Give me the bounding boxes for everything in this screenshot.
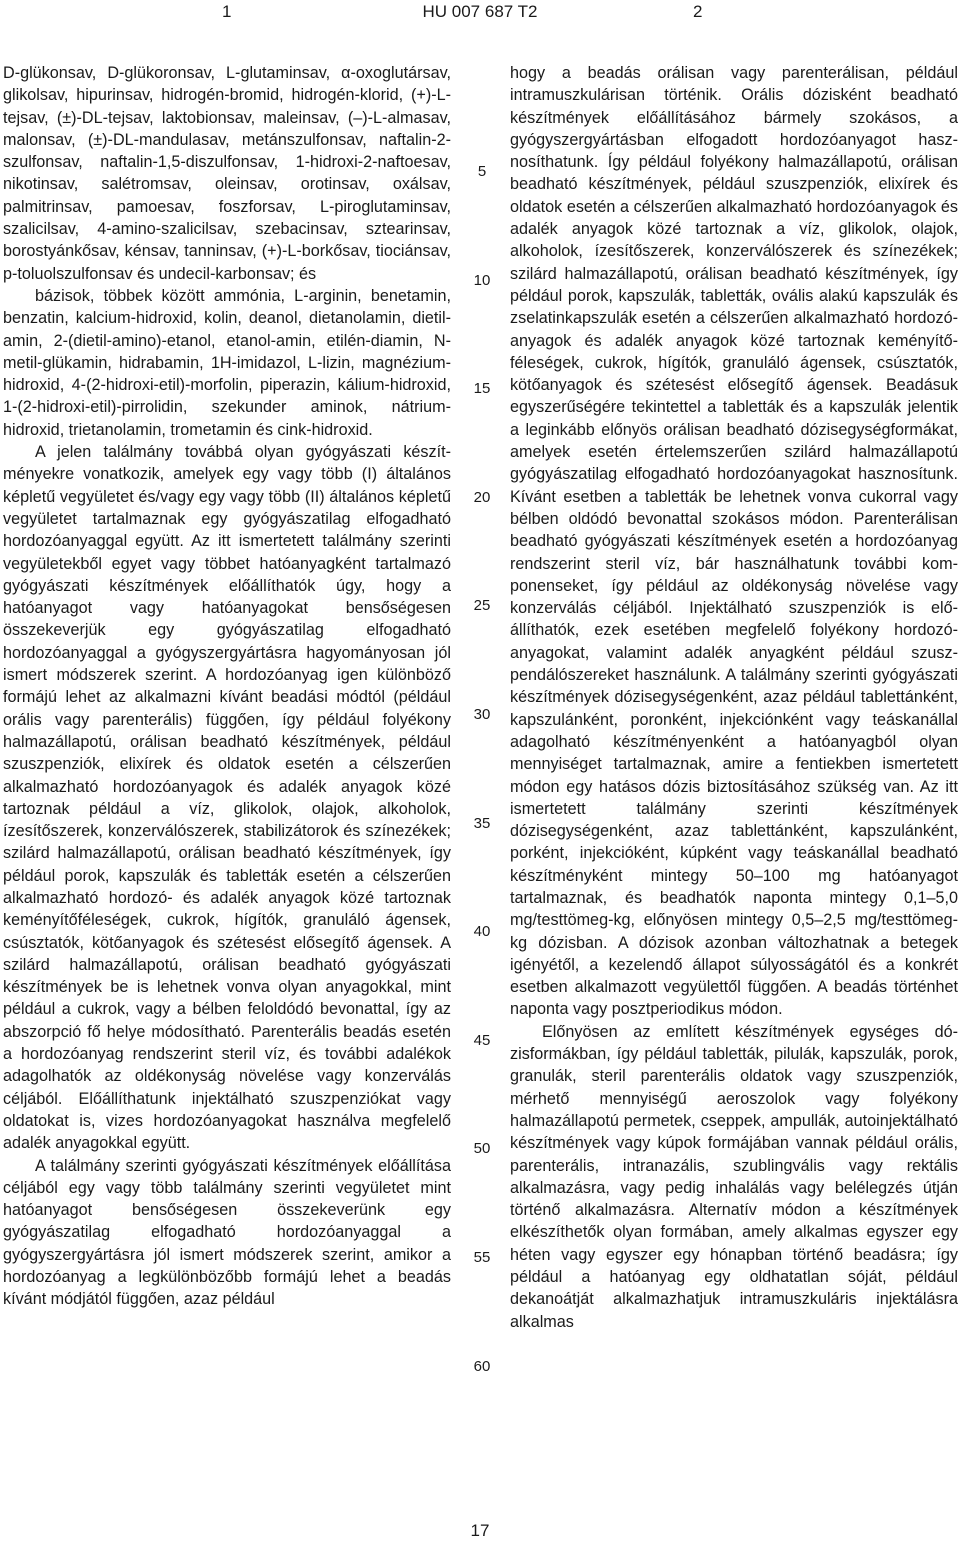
line-number: 60 [473,1357,491,1375]
paragraph: A jelen találmány továbbá olyan gyógyászati készítményekre vonatkozik, amelyek egy vagy több (I) általános képletű vegyületet és/vagy egy vagy több (II) általános képletű vegyületet tartalmaznak egy gyógyászatilag elfogadható hordozóanyaggal együtt. Az itt ismertetett találmány szerinti vegyületekből egyet vagy többet hatóanyagként tartalmazó gyógyászati készítmények előállíthatók úgy, hogy a hatóanyagot vagy hatóanyagokat bensőségesen összekeverjük egy gyógyászatilag elfogadható hordozóanyaggal a gyógyszergyártásra hagyományosan jól ismert módszerek szerint. A hordozóanyag igen különböző formájú lehet az alkalmazni kívánt beadási módtól (például orális vagy parenterális) függően, így például folyékony halmazállapotú, orálisan beadható készítmények, például szuszpenziók, elixírek és oldatok esetén a célszerűen alkalmazható hordozóanyagok és adalék anyagok közé tartoznak például a víz, glikolok, olajok, alkoholok, ízesítőszerek, konzerválószerek, stabilizátorok és színezékek; szilárd halmazállapotú, orálisan beadható készítmények, így például porok, kapszulák és tabletták esetén a célszerűen alkalmazható hordozó- és adalék anyagok közé tartoznak keményítőféleségek, cukrok, hígítók, granuláló ágensek, csúsztatók, kötőanyagok és szétesést elősegítő ágensek. A szilárd halmazállapotú, orálisan beadható gyógyászati készítmények be is lehetnek vonva olyan anyagokkal, mint például a cukrok, vagy a bélben feloldódó bevonattal, így az abszorpció fő helye módosítható. Parenterális beadás esetén a hordozóanyag rendszerint steril víz, és további adalékok adagolhatók az oldékonyság növelése vagy konzerválás céljából. Előállíthatunk injektálható szuszpenziókat vagy oldatokat is, vizes hordozóanyagokat használva megfelelő adalék anyagokkal együtt. [3,443,451,1153]
header-page-right: 2 [693,2,703,21]
line-number: 50 [473,1140,491,1158]
line-number: 35 [473,814,491,832]
line-number: 30 [473,706,491,723]
page-number: 17 [470,1521,490,1540]
paragraph: A találmány szerinti gyógyászati készítmények előállítása céljából egy vagy több találmány szerinti vegyületet mint hatóanyagot bensőségesen összekeverünk egy gyógyászatilag elfogadható hordozóanyaggal a gyógyszergyártásra jól ismert módszerek szerint, amikor a hordozóanyag a legkülönbözőbb formájú lehet a beadás kívánt módjától függően, azaz például [3,1156,451,1309]
header-page-left: 1 [222,2,232,21]
header-document-id: HU 007 687 T2 [422,2,538,21]
line-number: 25 [473,597,491,615]
line-number: 20 [473,488,491,506]
paragraph: D-glükonsav, D-glükoronsav, L-glutaminsav, α-oxoglutársav, glikolsav, hipurinsav, hidrogén-bromid, hidrogén-klorid, (+)-L-tejsav, (±)-DL-tejsav, laktobionsav, maleinsav, (–)-L-almasav, malonsav, (±)-DL-mandulasav, metánszulfonsav, naftalin-2-szulfonsav, naftalin-1,5-diszulfonsav, 1-hidroxi-2-naftoesav, nikotinsav, salétromsav, oleinsav, orotinsav, oxálsav, palmitrinsav, pamoesav, foszforsav, L-piroglutaminsav, szalicilsav, 4-amino-szalicilsav, szebacinsav, sztearinsav, borostyánkősav, kénsav, tanninsav, (+)-L-borkősav, tiociánsav, p-toluolszulfonsav és undecil-karbonsav; és [3,64,451,283]
line-number: 5 [477,163,487,180]
left-text-column [3,62,451,1311]
paragraph: Előnyösen az említett készítmények egységes dózisformákban, így például tabletták, pilulák, kapszulák, porok, granulák, steril parenterális oldatok vagy szuszpenziók, mérhető mennyiségű aeroszolok vagy folyékony halmazállapotú permetek, cseppek, ampullák, autoinjektálható készítmények vagy kúpok formájában vannak például orális, parenterális, intranazális, szublingvális vagy rektális alkalmazásra, vagy pedig inhalálás vagy belélegzés útján történő alkalmazásra. Alternatív módon a készítmények elkészíthetők olyan formában, amely alkalmas egyszer egy héten vagy egyszer egy hónapban történő beadásra; így például a hatóanyag egy oldhatatlan sóját, például dekanoátját alkalmazhatjuk intramuszkuláris injektálásra alkalmas [510,1022,958,1331]
paragraph: bázisok, többek között ammónia, L-arginin, benetamin, benzatin, kalcium-hidroxid, kolin, deanol, dietanolamin, dietil-amin, 2-(dietil-amino)-etanol, etanol-amin, etilén-diamin, N-metil-glükamin, hidrabamin, 1H-imidazol, L-lizin, magnézium-hidroxid, 4-(2-hidroxi-etil)-morfolin, piperazin, kálium-hidroxid, 1-(2-hidroxi-etil)-pirrolidin, szekunder aminok, nátrium-hidroxid, trietanolamin, trometamin és cink-hidroxid. [3,286,451,439]
paragraph: hogy a beadás orálisan vagy parenterálisan, például intramuszkulárisan történik. Orális dózisként beadható készítmények előállításához bármely szokásos, a gyógyszergyártásban elfogadott hordozóanyagot hasznosíthatunk. Így például folyékony halmazállapotú, orálisan beadható készítmények, például szuszpenziók, elixírek és oldatok esetén a célszerűen alkalmazható hordozóanyagok és adalék anyagok közé tartoznak a víz, glikolok, olajok, alkoholok, ízesítőszerek, konzerválószerek és színezékek; szilárd halmazállapotú, orálisan beadható készítmények, így például porok, kapszulák, tabletták, ovális alakú kapszulák és zselatinkapszulák esetén a célszerűen alkalmazható hordozóanyagok és adalék anyagok közé tartoznak keményítőféleségek, cukrok, hígítók, granuláló ágensek, csúsztatók, kötőanyagok és szétesést elősegítő ágensek. Beadásuk egyszerűségére tekintettel a tabletták és a kapszulák jelentik a leginkább előnyös orálisan beadható dózisegységformákat, amelyek esetén értelemszerűen szilárd halmazállapotú gyógyászatilag elfogadható hordozóanyagokat hasznosítunk. Kívánt esetben a tabletták be lehetnek vonva cukorral vagy bélben oldódó bevonattal szokásos módon. Parenterálisan beadható gyógyászati készítmények esetén a hordozóanyag rendszerint steril víz, bár használhatunk további komponenseket, így például az oldékonyság növelése vagy konzerválás céljából. Injektálható szuszpenziók is előállíthatók, ezek esetében megfelelő folyékony hordozóanyagokat, valamint adalék anyagként például szuszpendálószereket használunk. A találmány szerinti gyógyászati készítmények dózisegységenként, azaz például tablettánként, kapszulánként, poronként, injekciónként vagy teáskanállal adagolható készítményenként a hatóanyagból olyan mennyiséget tartalmaznak, amire a fentiekben ismertetett módon egy hatásos dózis biztosításához szükség van. Az itt ismertetett találmány szerinti készítmények dózisegységenként, azaz tablettánként, kapszulánként, porként, injekcióként, kúpként vagy teáskanállal beadható készítményként mintegy 50–100 mg hatóanyagot tartalmaznak, és beadhatók naponta mintegy 0,1–5,0 mg/testtömeg-kg, előnyösen mintegy 0,5–2,5 mg/testtömeg-kg dózisban. A dózisok azonban változhatnak a betegek igényétől, a kezelendő állapot súlyosságától és a konkrét esetben alkalmazott vegyülettől függően. A beadás történhet naponta vagy posztperiodikus módon. [510,64,958,1019]
line-number: 10 [473,271,491,289]
right-text-column [510,62,958,1333]
line-number: 15 [473,380,491,398]
line-number: 45 [473,1031,491,1049]
line-number: 40 [473,923,491,941]
line-number: 55 [473,1249,491,1266]
